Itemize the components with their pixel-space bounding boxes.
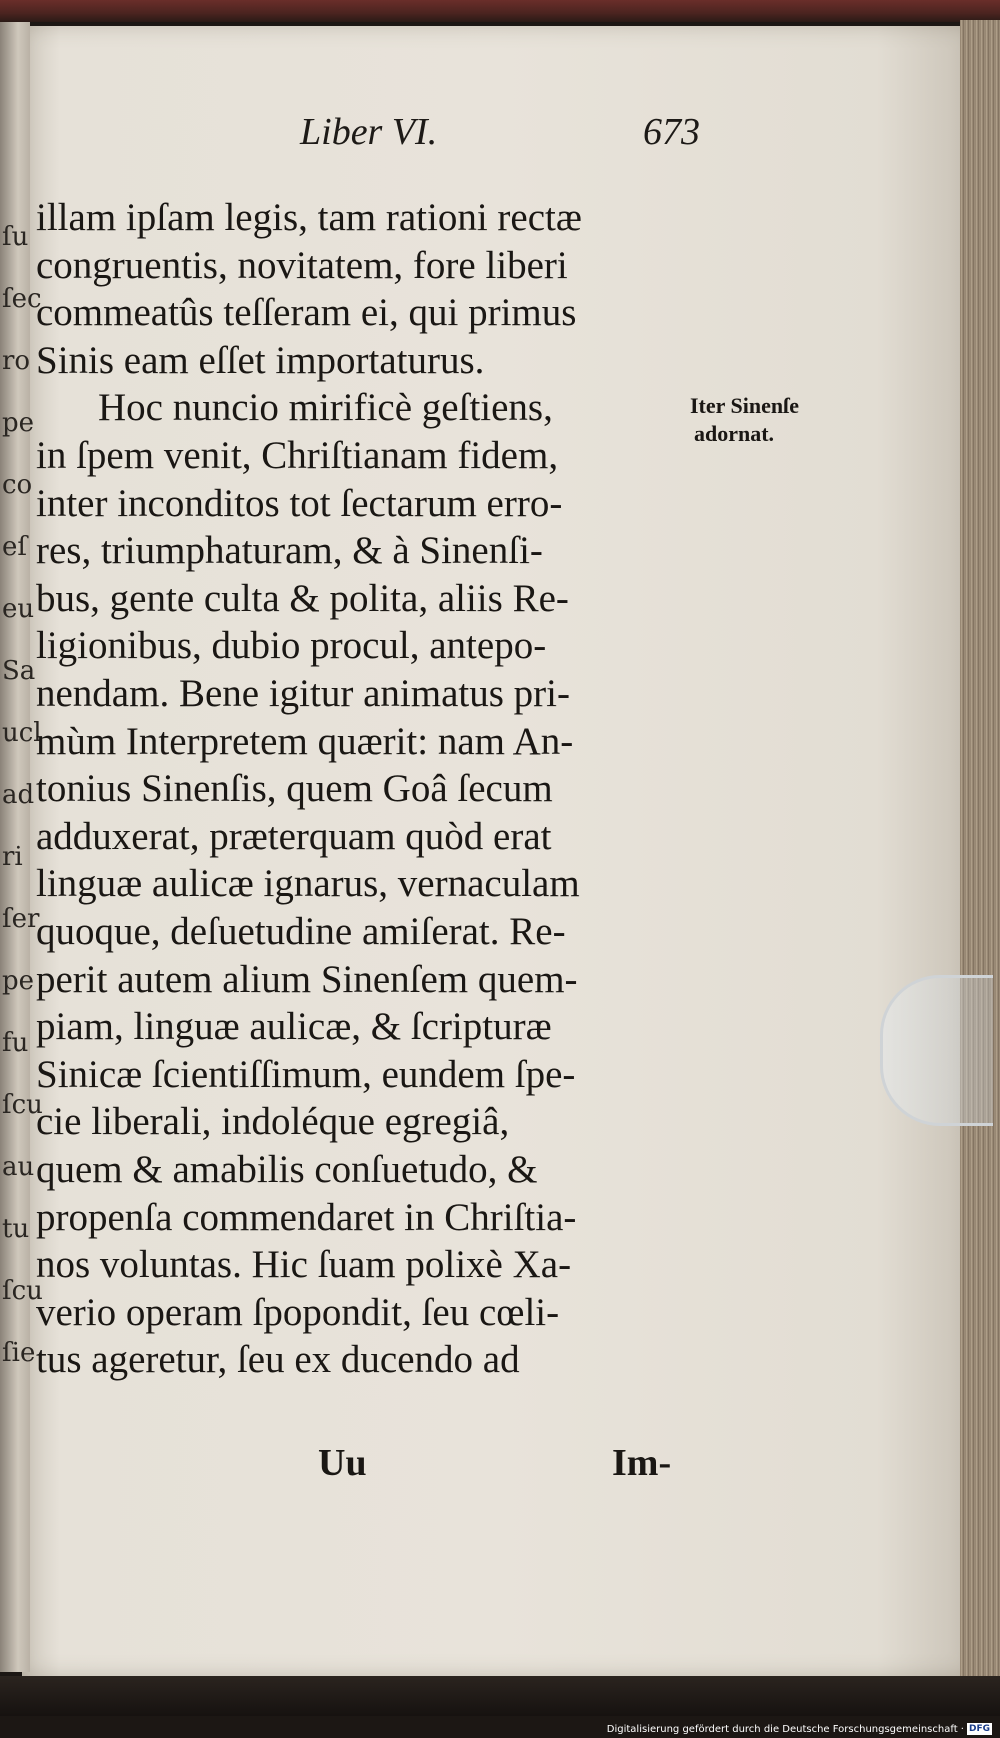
text-line: nos voluntas. Hic ſuam polixè Xa-: [36, 1243, 572, 1287]
text-line: Hoc nuncio mirificè geſtiens,: [98, 386, 553, 430]
text-line: quem & amabilis conſuetudo, &: [36, 1148, 538, 1191]
text-line: inter inconditos tot ſectarum erro-: [36, 481, 563, 525]
left-page-fragment: ſcu: [2, 1090, 43, 1120]
left-page-fragment: eſ: [2, 532, 28, 562]
left-page-fragment: tu: [2, 1214, 30, 1244]
adjacent-page-sliver: [0, 22, 43, 1672]
page-number: 673: [643, 111, 700, 153]
text-line: cie liberali, indoléque egregiâ,: [36, 1100, 510, 1144]
text-line: tus ageretur, ſeu ex ducendo ad: [36, 1338, 520, 1382]
text-line: bus, gente culta & polita, aliis Re-: [36, 576, 569, 620]
text-line: piam, linguæ aulicæ, & ſcripturæ: [36, 1005, 552, 1049]
left-page-fragment: pe: [2, 966, 35, 996]
left-page-fragment: ſu: [2, 222, 29, 252]
book-bottom-edge: [0, 1676, 1000, 1716]
text-line: illam ipſam legis, tam rationi rectæ: [36, 196, 582, 239]
left-page-fragment: eu: [2, 594, 35, 624]
text-line: adduxerat, præterquam quòd erat: [36, 814, 552, 858]
left-page-fragment: ſcu: [2, 1276, 43, 1306]
catchword: Im-: [612, 1442, 672, 1484]
left-page-fragment: Sa: [2, 656, 36, 686]
page-stack-edge: [960, 20, 1000, 1680]
text-line: propenſa commendaret in Chriſtia-: [36, 1195, 577, 1239]
left-page-fragment: ſer: [2, 904, 40, 934]
text-line: congruentis, novitatem, fore liberi: [36, 243, 568, 287]
dfg-logo: DFG: [968, 1724, 990, 1734]
signature-mark: Uu: [318, 1442, 367, 1484]
text-line: perit autem alium Sinenſem quem-: [36, 957, 578, 1001]
text-line: mùm Interpretem quærit: nam An-: [36, 719, 574, 763]
marginal-note-line: adornat.: [694, 421, 775, 446]
digitization-credit: [607, 1722, 992, 1736]
left-page-fragment: ſec: [2, 284, 42, 314]
text-line: verio operam ſpopondit, ſeu cœli-: [36, 1290, 560, 1334]
text-line: Sinicæ ſcientiſſimum, eundem ſpe-: [36, 1052, 576, 1096]
page-clip: [880, 975, 993, 1126]
text-line: Sinis eam eſſet importaturus.: [36, 338, 485, 382]
book-title: Liber VI.: [300, 111, 438, 153]
text-line: in ſpem venit, Chriſtianam fidem,: [36, 434, 559, 477]
left-page-fragment: ri: [2, 842, 23, 872]
left-page-fragment: ad: [2, 780, 35, 810]
left-page-fragment: au: [2, 1152, 35, 1182]
text-line: commeatûs teſſeram ei, qui primus: [36, 291, 577, 335]
marginal-note-line: Iter Sinenſe: [690, 393, 799, 418]
text-line: linguæ aulicæ ignarus, vernaculam: [36, 862, 580, 906]
left-page-fragment: ſie: [2, 1338, 36, 1368]
text-line: res, triumphaturam, & à Sinenſi-: [36, 529, 543, 573]
left-page-fragment: ro: [2, 346, 31, 376]
left-page-fragment: fu: [2, 1028, 29, 1058]
credit-text: Digitalisierung gefördert durch die Deutsche Forschungsgemeinschaft ·: [606, 1723, 964, 1735]
text-line: tonius Sinenſis, quem Goâ ſecum: [36, 767, 553, 811]
left-page-fragment: co: [2, 470, 33, 500]
text-line: ligionibus, dubio procul, antepo-: [36, 624, 547, 668]
text-line: quoque, deſuetudine amiſerat. Re-: [36, 910, 566, 953]
marginal-note: [690, 392, 870, 448]
left-page-fragment: pe: [2, 408, 35, 438]
left-page-fragment: ucl: [2, 718, 42, 748]
running-header: [300, 110, 720, 160]
text-line: nendam. Bene igitur animatus pri-: [36, 672, 570, 715]
book-top-edge: [0, 0, 1000, 22]
